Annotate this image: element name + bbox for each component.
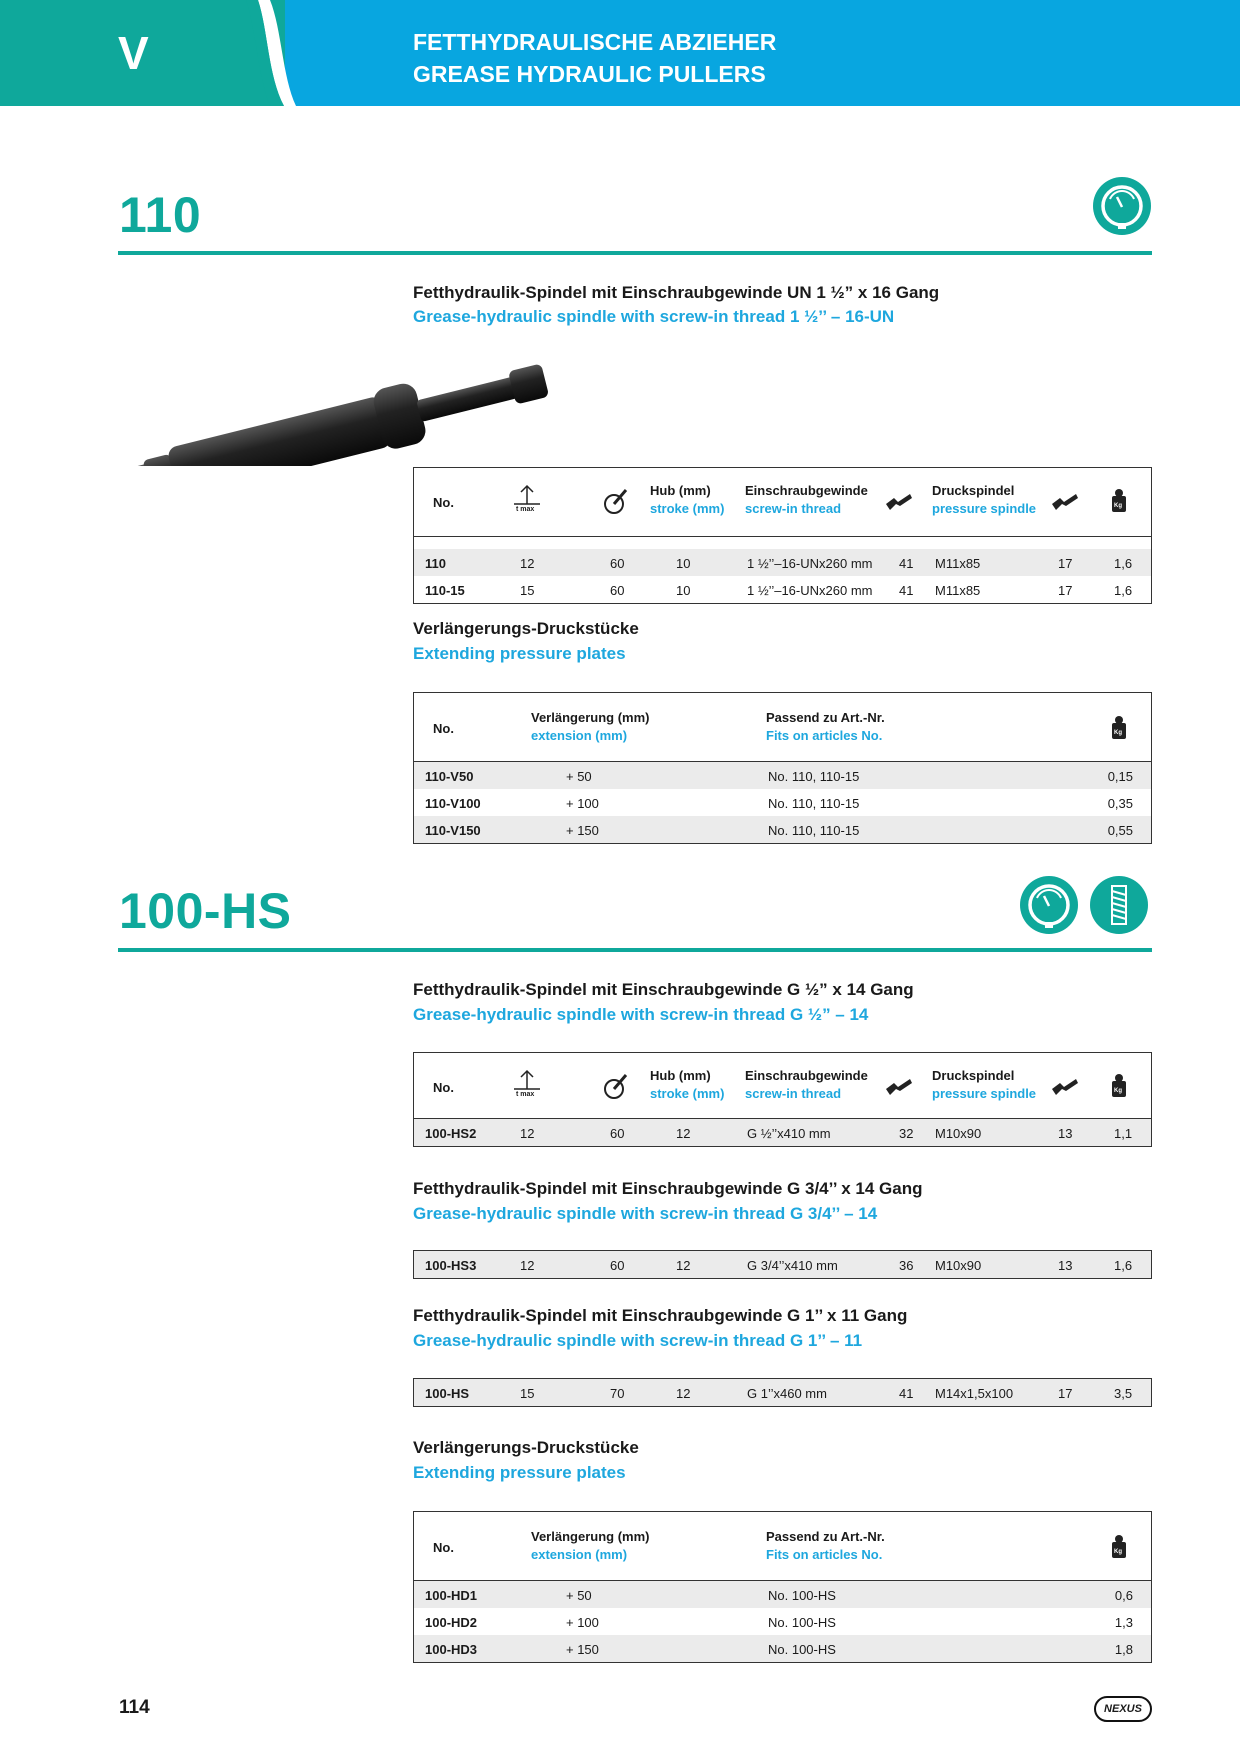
kg-label: Kg <box>1114 503 1122 509</box>
col-thread-en: screw-in thread <box>745 1086 842 1101</box>
col-hub-en: stroke (mm) <box>650 1086 725 1101</box>
cell-wrench2: 17 <box>1058 1386 1073 1401</box>
nexus-logo: NEXUS <box>1094 1696 1152 1722</box>
cell-no: 100-HD1 <box>425 1588 478 1603</box>
cell-kg: 1,6 <box>1114 556 1133 571</box>
cell-fits: No. 100-HS <box>768 1588 836 1603</box>
cell-ext: + 100 <box>566 1615 599 1630</box>
spindle3-heading-en: Grease-hydraulic spindle with screw-in thread G 1’’ – 11 <box>413 1331 863 1350</box>
col-no: No. <box>433 1080 454 1095</box>
table-row <box>414 789 1151 816</box>
cell-fits: No. 110, 110-15 <box>768 796 860 811</box>
col-no: No. <box>433 1540 454 1555</box>
force-gauge-icon <box>602 484 630 518</box>
cell-kg: 1,6 <box>1114 583 1133 598</box>
wrench-icon <box>884 490 914 514</box>
cell-kg: 1,8 <box>1114 1642 1133 1657</box>
cell-kg: 1,3 <box>1114 1615 1133 1630</box>
cell-spindle: M10x90 <box>935 1126 982 1141</box>
cell-tmax: 15 <box>520 1386 535 1401</box>
cell-kg: 0,35 <box>1107 796 1133 811</box>
cell-wrench: 41 <box>899 1386 914 1401</box>
cell-hub: 12 <box>676 1386 691 1401</box>
ext2-heading-de: Verlängerungs-Druckstücke <box>413 1438 639 1457</box>
col-spindle-de: Druckspindel <box>932 1068 1015 1083</box>
table-row <box>414 816 1151 843</box>
cell-fits: No. 110, 110-15 <box>768 769 860 784</box>
cell-thread: G ½’’x410 mm <box>747 1126 831 1141</box>
cell-thread: 1 ½’’–16-UNx260 mm <box>747 556 873 571</box>
force-gauge-icon <box>602 1069 630 1103</box>
cell-no: 100-HS3 <box>425 1258 477 1273</box>
cell-kg: 1,6 <box>1114 1258 1133 1273</box>
cell-spindle: M11x85 <box>935 556 981 571</box>
cell-ext: + 50 <box>566 769 592 784</box>
table-row <box>414 1608 1151 1635</box>
col-ext-de: Verlängerung (mm) <box>531 710 650 725</box>
col-no: No. <box>433 721 454 736</box>
cell-hub: 10 <box>676 583 691 598</box>
spindle1-heading-en: Grease-hydraulic spindle with screw-in thread G ½” – 14 <box>413 1005 869 1024</box>
kg-label: Kg <box>1114 730 1122 736</box>
ext2-heading-en: Extending pressure plates <box>413 1463 626 1482</box>
cell-force: 60 <box>610 556 625 571</box>
cell-no: 100-HD2 <box>425 1615 478 1630</box>
cell-thread: G 1’’x460 mm <box>747 1386 827 1401</box>
col-fits-en: Fits on articles No. <box>766 1547 883 1562</box>
table-row <box>414 549 1151 576</box>
ext-heading-en: Extending pressure plates <box>413 644 626 663</box>
cell-hub: 12 <box>676 1126 691 1141</box>
spindle3-heading-de: Fetthydraulik-Spindel mit Einschraubgewinde G 1’’ x 11 Gang <box>413 1306 908 1325</box>
cell-hub: 10 <box>676 556 691 571</box>
cell-ext: + 100 <box>566 796 599 811</box>
wrench-icon <box>884 1075 914 1099</box>
cell-wrench2: 13 <box>1058 1258 1073 1273</box>
cell-tmax: 12 <box>520 1258 535 1273</box>
table-row <box>414 1251 1151 1278</box>
col-fits <box>766 1528 885 1564</box>
col-no: No. <box>433 495 454 510</box>
tmax-label: t max <box>516 506 535 513</box>
cell-spindle: M10x90 <box>935 1258 982 1273</box>
table-row <box>414 762 1151 789</box>
cell-wrench: 41 <box>899 583 914 598</box>
cell-tmax: 12 <box>520 1126 535 1141</box>
cell-ext: + 50 <box>566 1588 592 1603</box>
table-row <box>414 576 1151 603</box>
cell-force: 60 <box>610 1258 625 1273</box>
header-title <box>413 26 776 90</box>
wrench-icon-2 <box>1050 1075 1080 1099</box>
col-ext-en: extension (mm) <box>531 728 628 743</box>
cell-kg: 1,1 <box>1114 1126 1133 1141</box>
table-header <box>414 693 1151 762</box>
cell-no: 110-V50 <box>425 769 474 784</box>
section-title-110: 110 <box>119 187 202 243</box>
table-row <box>414 1379 1151 1406</box>
col-ext-en: extension (mm) <box>531 1547 628 1562</box>
col-fits-de: Passend zu Art.-Nr. <box>766 1529 885 1544</box>
cell-tmax: 12 <box>520 556 535 571</box>
cell-wrench: 41 <box>899 556 914 571</box>
cell-wrench2: 13 <box>1058 1126 1073 1141</box>
cell-wrench2: 17 <box>1058 556 1073 571</box>
col-spindle <box>932 482 1036 518</box>
spec-table-100hs <box>413 1378 1152 1407</box>
col-thread-de: Einschraubgewinde <box>745 483 868 498</box>
ext-table-100hs <box>413 1511 1152 1663</box>
cell-thread: G 3/4’’x410 mm <box>747 1258 838 1273</box>
spindle2-heading-de: Fetthydraulik-Spindel mit Einschraubgewinde G 3/4’’ x 14 Gang <box>413 1179 923 1198</box>
cell-no: 100-HS2 <box>425 1126 477 1141</box>
cell-no: 110-15 <box>425 583 465 598</box>
cell-no: 100-HS <box>425 1386 470 1401</box>
table-header <box>414 468 1151 537</box>
spec-table-100hs3 <box>413 1250 1152 1279</box>
cell-no: 100-HD3 <box>425 1642 478 1657</box>
cell-tmax: 15 <box>520 583 535 598</box>
col-spindle-en: pressure spindle <box>932 1086 1037 1101</box>
cell-hub: 12 <box>676 1258 691 1273</box>
cell-spindle: M14x1,5x100 <box>935 1386 1014 1401</box>
cell-force: 60 <box>610 583 625 598</box>
table-header <box>414 1512 1151 1581</box>
table-row <box>414 1581 1151 1608</box>
header-title-de: FETTHYDRAULISCHE ABZIEHER <box>413 29 777 55</box>
col-thread <box>745 482 868 518</box>
col-ext-de: Verlängerung (mm) <box>531 1529 650 1544</box>
col-thread-en: screw-in thread <box>745 501 842 516</box>
section-rule-100hs <box>118 948 1152 952</box>
page-number: 114 <box>119 1697 150 1718</box>
cell-no: 110-V150 <box>425 823 481 838</box>
spindle-heading-en: Grease-hydraulic spindle with screw-in thread 1 ½’’ – 16-UN <box>413 307 895 326</box>
cell-kg: 0,6 <box>1114 1588 1133 1603</box>
cell-wrench: 36 <box>899 1258 914 1273</box>
spindle-product-image <box>115 342 575 466</box>
section-rule-110 <box>118 251 1152 255</box>
cell-force: 60 <box>610 1126 625 1141</box>
col-fits-de: Passend zu Art.-Nr. <box>766 710 885 725</box>
cell-no: 110-V100 <box>425 796 481 811</box>
col-ext <box>531 709 649 745</box>
thread-icon <box>1090 876 1148 934</box>
spec-table-100hs2 <box>413 1052 1152 1147</box>
col-spindle-de: Druckspindel <box>932 483 1015 498</box>
wrench-icon-2 <box>1050 490 1080 514</box>
chapter-letter: V <box>118 27 149 79</box>
gauge-icon <box>1093 177 1151 235</box>
col-spindle <box>932 1067 1036 1103</box>
cell-no: 110 <box>425 556 446 571</box>
cell-kg: 0,15 <box>1107 769 1133 784</box>
col-hub-de: Hub (mm) <box>650 483 711 498</box>
cell-ext: + 150 <box>566 1642 599 1657</box>
col-hub-en: stroke (mm) <box>650 501 725 516</box>
col-thread-de: Einschraubgewinde <box>745 1068 868 1083</box>
cell-kg: 3,5 <box>1114 1386 1133 1401</box>
cell-ext: + 150 <box>566 823 599 838</box>
cell-fits: No. 110, 110-15 <box>768 823 860 838</box>
table-row <box>414 1635 1151 1662</box>
table-header <box>414 1053 1151 1119</box>
cell-force: 70 <box>610 1386 625 1401</box>
gauge-icon <box>1020 876 1078 934</box>
cell-spindle: M11x85 <box>935 583 981 598</box>
kg-label: Kg <box>1114 1549 1122 1555</box>
cell-wrench2: 17 <box>1058 583 1073 598</box>
spindle1-heading-de: Fetthydraulik-Spindel mit Einschraubgewinde G ½” x 14 Gang <box>413 980 914 999</box>
cell-wrench: 32 <box>899 1126 914 1141</box>
col-ext <box>531 1528 649 1564</box>
header-title-en: GREASE HYDRAULIC PULLERS <box>413 61 766 87</box>
col-thread <box>745 1067 868 1103</box>
spec-table-110 <box>413 467 1152 604</box>
col-fits <box>766 709 885 745</box>
col-hub <box>650 1067 724 1103</box>
section-title-100hs: 100-HS <box>119 883 292 939</box>
kg-label: Kg <box>1114 1088 1122 1094</box>
col-spindle-en: pressure spindle <box>932 501 1037 516</box>
ext-heading-de: Verlängerungs-Druckstücke <box>413 619 639 638</box>
cell-fits: No. 100-HS <box>768 1615 836 1630</box>
col-hub <box>650 482 724 518</box>
cell-kg: 0,55 <box>1107 823 1133 838</box>
tmax-label: t max <box>516 1091 535 1098</box>
col-hub-de: Hub (mm) <box>650 1068 711 1083</box>
cell-fits: No. 100-HS <box>768 1642 836 1657</box>
cell-thread: 1 ½’’–16-UNx260 mm <box>747 583 873 598</box>
spindle-heading-de: Fetthydraulik-Spindel mit Einschraubgewinde UN 1 ½” x 16 Gang <box>413 283 940 302</box>
table-row <box>414 1119 1151 1146</box>
ext-table-110 <box>413 692 1152 844</box>
spindle2-heading-en: Grease-hydraulic spindle with screw-in thread G 3/4’’ – 14 <box>413 1204 878 1223</box>
col-fits-en: Fits on articles No. <box>766 728 883 743</box>
